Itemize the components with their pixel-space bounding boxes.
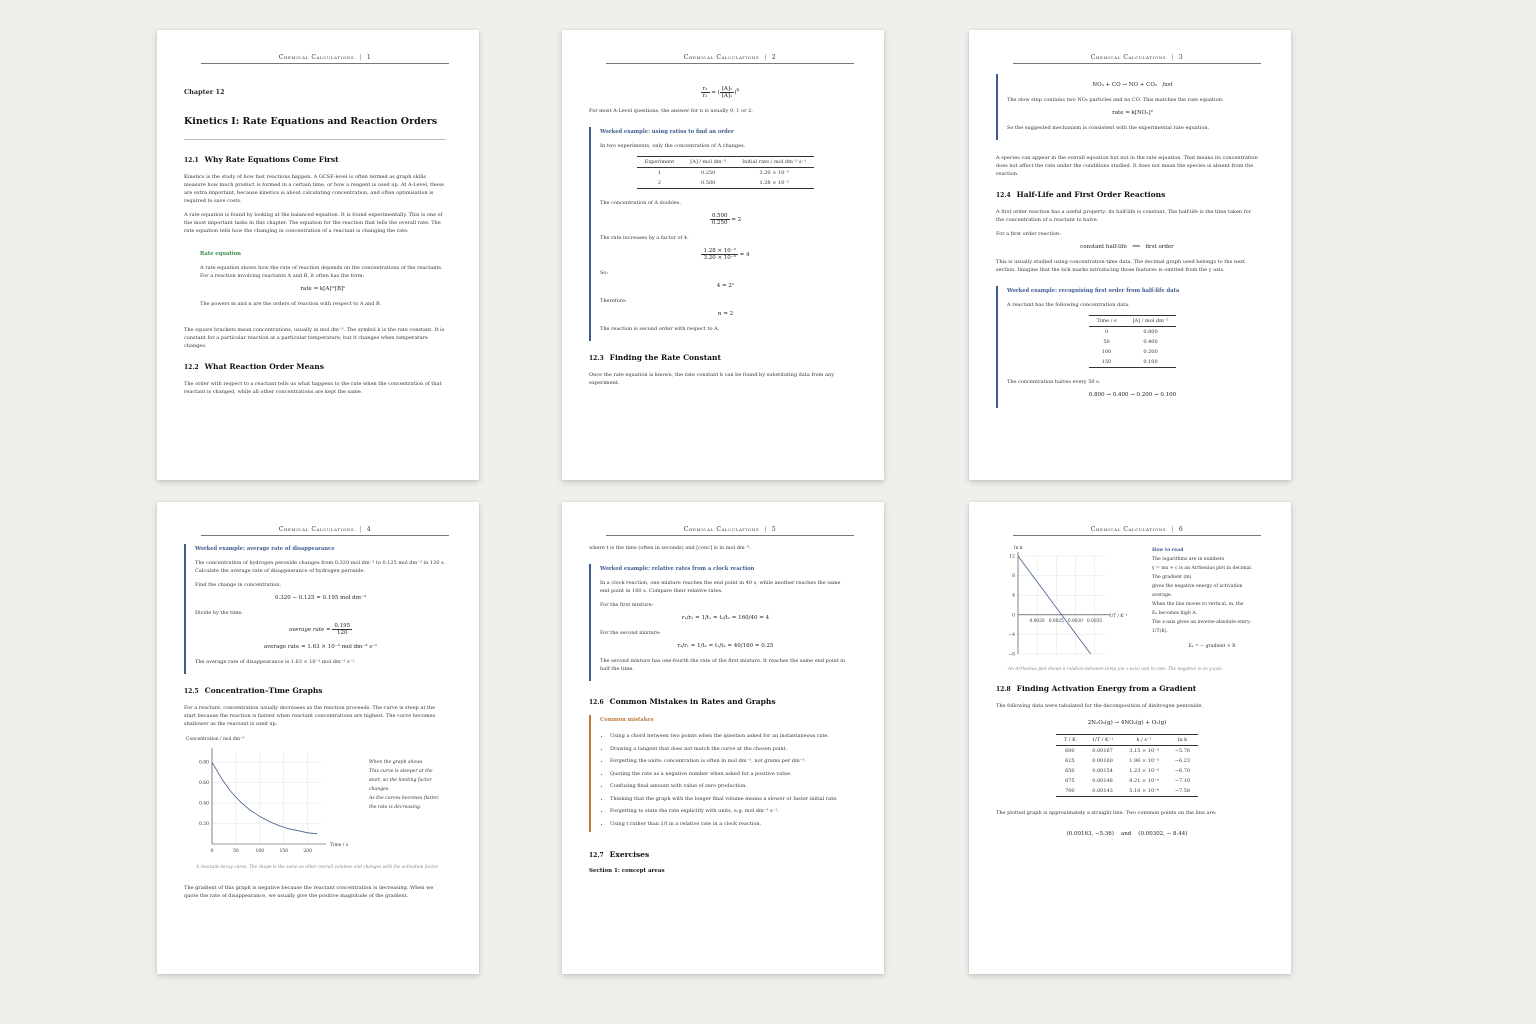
paragraph: For a reactant, concentration usually decreases as the reaction proceeds. The curve is steep at the start because the reaction is fastest when reactant concentrations are highest. The curve becomes shallower as the reactant is used up. [184,705,436,727]
paragraph: So: [600,270,609,276]
table-header: 1/T / K⁻¹ [1084,735,1121,746]
note-line: the rate is decreasing. [369,805,422,810]
note-line: changes. [369,787,390,792]
fraction [701,86,710,99]
page-1 [157,30,479,480]
table-cell: −5.76 [1174,748,1191,754]
table-cell: 5.10 × 10⁻⁴ [1121,786,1167,797]
section-title: Common Mistakes in Rates and Graphs [609,697,776,706]
equation-right: first order [1145,244,1174,250]
figure-caption: A reactant decay curve. The shape is the same as other overall volumes and changes with the activation factor. [196,865,439,870]
table-cell: 1 [657,170,662,176]
section-number: 12.8 [996,686,1011,693]
equation: 2N₂O₅(g) → 4NO₂(g) + O₂(g) [1087,720,1167,726]
paragraph: Find the change in concentration. [195,582,282,588]
section-title: Finding the Rate Constant [609,353,721,362]
box-title: Worked example: using ratios to find an order [600,129,734,135]
table-cell: 1.28 × 10⁻² [734,178,814,189]
page-number: 6 [1178,526,1184,533]
box-title: Worked example: average rate of disappearance [195,546,335,552]
table-header: Experiment [637,157,683,168]
table-header: T / K [1056,735,1084,746]
table-cell: 2 [637,178,683,189]
denominator: 0.250 [711,220,728,226]
paragraph: Once the rate equation is known, the rate constant k can be found by substituting data from any experiment. [589,372,835,386]
x-tick-label: 200 [303,849,312,854]
table-cell: −7.10 [1174,778,1191,784]
equation [195,623,446,636]
table-cell: −6.23 [1174,758,1191,764]
section-heading [589,850,851,859]
page-number: 2 [771,54,777,61]
term: 1/t₁ [701,615,712,621]
concentration-time-chart [184,734,354,862]
equation: average rate = 1.63 × 10⁻³ mol dm⁻³ s⁻¹ [263,644,378,650]
page-number: 5 [771,526,777,533]
numerator: r₂ [702,86,708,92]
page-4 [157,502,479,974]
list-item: • Using a chord between two points when the question asked for an instantaneous rate. [610,730,851,743]
table-cell: 600 [1065,748,1075,754]
table-row [1056,766,1198,776]
running-head-title: Chemical Calculations [1090,54,1167,61]
box-title: Rate equation [200,251,241,257]
note-line: When the line moves to vertical, m, the [1152,602,1244,607]
list-item: • Forgetting to state the rate explicitly with units, e.g. mol dm⁻³ s⁻¹. [610,805,851,818]
note-equation: Eₐ = − gradient × R [1188,644,1236,649]
table-header: [A] / mol dm⁻³ [682,157,734,168]
note-line: The x-axis gives an inverse-absolute entry: [1152,620,1252,625]
paragraph: A species can appear in the overall equation but not in the rate equation. That means its concentration does not affect the rate under the conditions studied. It does not mean the species is absent from the reaction. [996,155,1258,177]
table-header-row [1056,735,1198,746]
table-cell: 3.15 × 10⁻³ [1129,748,1159,754]
denominator: 120 [332,629,352,636]
term: t₂/t₁ [719,615,731,621]
note-line: The gradient (m) [1152,575,1192,580]
equation: r₁/r₂ = 1/t₁ = t₂/t₁ = 160/40 = 4 [681,615,770,621]
table-row [1089,347,1177,357]
equation: 0.800 → 0.400 → 0.200 → 0.100 [1088,392,1177,398]
running-head-title: Chemical Calculations [1090,526,1167,533]
page-2 [562,30,884,480]
table-cell: 1.96 × 10⁻³ [1129,758,1159,764]
graph-note [369,758,459,812]
table-row [1056,786,1198,797]
running-head: Chemical Calculations | 3 [1013,54,1261,64]
running-head-title: Chemical Calculations [683,54,760,61]
section-heading [589,353,851,362]
table-header-row [637,157,815,168]
x-axis-label: 1/T / K⁻¹ [1109,613,1128,619]
data-table [637,156,815,189]
table-cell: 0.00154 [1092,768,1113,774]
table-cell: −6.70 [1174,768,1191,774]
equation [996,831,1258,837]
section-number: 12.7 [589,852,604,859]
note-line: average. [1152,593,1173,598]
table-cell: 0 [1104,329,1109,335]
note-line: start, so the limiting factor [369,778,432,783]
section-number: 12.5 [184,688,199,695]
list-item: • Thinking that the graph with the longer final volume means a slower or faster initial rate. [610,793,851,806]
paragraph: A reactant has the following concentration data. [1007,302,1130,308]
box-title: Worked example: relative rates from a clock reaction [600,566,755,572]
table-cell: 150 [1089,357,1125,368]
section-heading [589,697,851,706]
term: 160/40 [738,615,758,621]
section-title: What Reaction Order Means [204,362,324,371]
section-title: Exercises [609,850,650,859]
equation: r₂/r₁ = 1/t₂ = t₁/t₂ = 40/160 = 0.25 [677,643,774,649]
equation: $\frac{\text{r₂}}{\text{r₁}}$ = ( $\frac{\text{[A]₂}}{\text{[A]₁}}$ )$^n$ [702,86,740,99]
y-tick-label: 12 [1009,554,1015,560]
paragraph: For the first mixture: [600,602,654,608]
figure [184,734,446,862]
divider [184,139,446,140]
fraction [701,248,737,261]
paragraph: The slow step contains two NO₂ particles and no CO. This matches the rate equation: [1007,97,1224,103]
chapter-title: Kinetics I: Rate Equations and Reaction Orders [184,116,438,127]
denominator: [A]₁ [721,93,733,99]
table-cell: 0.00148 [1092,778,1113,784]
subsection-heading: Section 1: concept areas [589,868,665,874]
paragraph: The order with respect to a reactant tells us what happens to the rate when the concentration of that reactant is changed, while all other concentrations are kept the same. [184,381,442,395]
x-tick-label: 150 [279,849,289,854]
equation-left: average rate = [288,627,331,633]
page-number: 3 [1178,54,1184,61]
table-row [1089,357,1177,368]
page-5 [562,502,884,974]
term: 4 [765,615,770,621]
y-tick-label: 0.40 [198,801,209,807]
paragraph: A rate equation is found by looking at the balanced equation. It is found experimentally. This is one of the most important tasks in this chapter. The equation for the reaction that tells the overall rate. The rate equation tells how the changing in concentration of a reactant is changing the rate. [184,212,443,234]
paragraph: The concentration of A doubles. [600,200,681,206]
running-head: Chemical Calculations | 1 [201,54,449,64]
table-cell: 0.00143 [1084,786,1121,797]
note-line: The logarithms are in numbers [1152,557,1225,562]
table-cell: 0.500 [682,178,734,189]
note-line: Eₐ becomes high A. [1152,611,1198,616]
equation: n = 2 [717,311,734,317]
worked-example-box [996,74,1258,140]
paragraph: The concentration of hydrogen peroxide changes from 0.320 mol dm⁻³ to 0.125 mol dm⁻³ in 120 s. Calculate the average rate of disappearance of hydrogen peroxide. [195,560,446,574]
table-cell: 8.21 × 10⁻⁴ [1129,778,1159,784]
table-header: Initial rate / mol dm⁻³ s⁻¹ [734,157,814,168]
graph-note [1152,546,1272,651]
definition-box [184,249,446,316]
table-cell: 1.23 × 10⁻³ [1129,768,1159,774]
numerator: [A]₂ [721,86,733,92]
step-tag: fast [1162,82,1173,88]
data-table [1056,734,1198,797]
equation-text: NO₃ + CO → NO + CO₂ [1092,82,1158,88]
arrhenius-line [1018,556,1091,654]
paragraph: For a first order reaction: [996,231,1061,237]
table-row [1089,337,1177,347]
table-cell: 0.100 [1125,357,1177,368]
box-title: Common mistakes [600,717,654,723]
page-6 [969,502,1291,974]
table-cell: 0.800 [1143,329,1158,335]
paragraph: The second mixture has one-fourth the rate of the first mixture. It reaches the same end point in half the time. [600,658,846,672]
arrhenius-chart [996,542,1136,664]
running-head-title: Chemical Calculations [683,526,760,533]
denominator: r₁ [702,93,708,99]
x-tick-label: 0.0020 [1029,618,1045,624]
term: t₁/t₂ [715,643,726,649]
paragraph: A rate equation shows how the rate of reaction depends on the concentrations of the reactants. For a reaction involving reactants A and B, it often has the form: [200,265,443,279]
numerator: 0.500 [711,213,728,219]
paragraph: Kinetics is the study of how fast reactions happen. A GCSE-level is often termed as graph skills measure how much product is formed in a certain time, or how a reagent is used up. At A-Level, these are extra important, because kinetics is about calculating concentration, and often optimisation is required to save costs. [184,174,444,204]
equation-left: constant half-life [1080,244,1127,250]
equation [1007,82,1258,88]
table-row [1056,776,1198,786]
table-row [1056,746,1198,757]
table-cell: 100 [1101,349,1112,355]
y-tick-label: −4 [1008,632,1015,638]
section-heading [996,190,1258,199]
table-cell: 0.00167 [1092,748,1113,754]
table-header: [A] / mol dm⁻³ [1125,316,1177,327]
table-cell: 0.200 [1143,349,1158,355]
table-header: ln k [1167,735,1198,746]
section-title: Concentration–Time Graphs [204,686,323,695]
table-cell: 625 [1065,758,1075,764]
implies-icon: ⟹ [1132,244,1141,250]
section-heading [184,686,446,695]
equation [600,248,851,261]
table-cell: −7.58 [1167,786,1198,797]
term: r₁/r₂ [681,615,694,621]
figure-caption: An Arrhenius plot shows a relation between temp (on x-axis) and ln rate. The negative is on y-axis. [1008,667,1223,672]
y-tick-label: 0.80 [198,760,209,766]
mistakes-list [600,730,851,830]
exponent: n [736,88,740,94]
term: 40/160 [733,643,754,649]
numerator: 1.28 × 10⁻² [703,248,736,254]
y-tick-label: 4 [1012,593,1015,599]
list-item: • Confusing final amount with value of zero production. [610,780,851,793]
section-heading [996,684,1258,693]
section-title: Why Rate Equations Come First [204,155,339,164]
paragraph: The plotted graph is approximately a straight line. Two common points on the line are: [996,810,1217,816]
denominator: 3.20 × 10⁻³ [703,255,736,261]
table-header-row [1089,316,1177,327]
paragraph: The rate increases by a factor of 4. [600,235,689,241]
result: = 4 [739,252,750,258]
data-table [1089,315,1177,368]
term: 1/t₂ [697,643,707,649]
table-cell: 0.400 [1143,339,1158,345]
x-axis-label: Time / s [330,843,349,848]
paragraph: The reaction is second order with respect to A. [600,326,720,332]
section-number: 12.2 [184,364,199,371]
page-3 [969,30,1291,480]
list-item: • Using t rather than 1/t in a relative rate in a clock reaction. [610,818,851,831]
note-line: When the graph shows [369,760,423,765]
paragraph: The average rate of disappearance is 1.63 × 10⁻³ mol dm⁻³ s⁻¹. [195,659,356,665]
equation [600,213,851,226]
section-heading [184,362,446,371]
section-heading [184,155,446,164]
table-header: Time / s [1089,316,1125,327]
note-line: y = mx + c is an Arrhenius plot in decimal. [1152,566,1253,571]
running-head-title: Chemical Calculations [278,526,355,533]
running-head-title: Chemical Calculations [278,54,355,61]
running-head: Chemical Calculations | 2 [606,54,854,64]
paragraph: Therefore: [600,298,627,304]
worked-example-box [996,286,1258,408]
figure [996,542,1258,664]
section-number: 12.4 [996,192,1011,199]
paragraph: The following data were tabulated for the decomposition of dinitrogen pentoxide. [996,703,1203,709]
equation [996,244,1258,250]
worked-example-box [184,544,446,674]
paragraph: The powers m and n are the orders of reaction with respect to A and B. [200,301,382,307]
note-line: This curve is steeper at the [369,769,433,774]
y-axis-label: Concentration / mol dm⁻³ [186,737,245,742]
paragraph: The square brackets mean concentrations, usually in mol dm⁻³. The symbol k is the rate constant. It is constant for a particular reaction at a particular temperature, but it changes when temperature changes. [184,327,445,349]
point: (0.00163, −5.36) [1066,831,1114,837]
chapter-label: Chapter 12 [184,88,225,96]
list-item: • Forgetting the units: concentration is often in mol dm⁻³, not grams per dm⁻³. [610,755,851,768]
worked-example-box [589,564,851,681]
note-line: As the curves becomes flatter, [369,796,440,801]
list-item: • Quoting the rate as a negative number when asked for a positive value. [610,768,851,781]
paragraph: For the second mixture: [600,630,661,636]
section-number: 12.3 [589,355,604,362]
fraction [710,213,730,226]
section-title: Half-Life and First Order Reactions [1016,190,1166,199]
list-item: • Drawing a tangent that does not match the curve at the chosen point. [610,743,851,756]
common-mistakes-box [589,715,851,832]
fraction [332,623,352,636]
y-tick-label: −8 [1008,652,1015,658]
section-title: Finding Activation Energy from a Gradient [1016,684,1197,693]
equation: rate = k[A]ᵐ[B]ⁿ [300,286,346,292]
fraction [720,86,734,99]
paragraph: Divide by the time. [195,610,244,616]
note-line: 1/T(K). [1152,629,1169,634]
section-number: 12.6 [589,699,604,706]
table-row [1089,327,1177,338]
table-row [1056,756,1198,766]
paragraph: where t is the time (often in seconds) and [conc] is in mol dm⁻³. [589,545,751,551]
x-tick-label: 0 [210,849,214,854]
equation: 0.320 − 0.125 = 0.195 mol dm⁻³ [274,595,367,601]
y-tick-label: 8 [1012,574,1015,580]
paragraph: For most A-Level questions, the answer for n is usually 0, 1 or 2. [589,108,753,114]
table-cell: 675 [1065,778,1075,784]
page-number: 4 [366,526,372,533]
conjunction: and [1120,831,1132,837]
point: (0.00302, − 8.44) [1138,831,1188,837]
table-cell: 0.00160 [1092,758,1113,764]
paragraph: So the suggested mechanism is consistent with the experimental rate equation. [1007,125,1210,131]
table-row [637,178,815,189]
paragraph: A first order reaction has a useful property: its half-life is constant. The half-life is the time taken for the concentration of a reactant to halve. [996,209,1251,223]
table-cell: 700 [1056,786,1084,797]
y-tick-label: 0.60 [198,781,209,787]
page-number: 1 [366,54,372,61]
table-cell: 50 [1103,339,1110,345]
paragraph: The concentration halves every 50 s. [1007,379,1101,385]
numerator: 0.195 [334,623,351,629]
paragraph: The gradient of this graph is negative because the reactant concentration is decreasing. When we quote the rate of disappearance, we usually give the positive magnitude of the gradient. [184,885,434,899]
x-tick-label: 0.0025 [1048,618,1064,624]
decay-curve [212,762,317,834]
note-title: How to read [1152,548,1184,553]
equation: rate = k[NO₂]² [1112,110,1153,116]
equation: 4 = 2ⁿ [716,283,735,289]
x-tick-label: 0.0035 [1086,618,1103,624]
paragraph: This is usually studied using concentration-time data. The decimal graph used belongs to the next section. Imagine that the tick marks introducing those features is omitted from the y axis. [996,259,1246,273]
paragraph: In a clock reaction, one mixture reaches the end point in 40 s, while another reaches the same end point in 160 s. Compare their relative rates. [600,580,841,594]
x-tick-label: 50 [233,849,239,854]
running-head: Chemical Calculations | 4 [201,526,449,536]
y-tick-label: 0.20 [198,822,209,828]
result: = 2 [731,217,742,223]
running-head: Chemical Calculations | 5 [606,526,854,536]
term: 0.25 [761,643,774,649]
table-cell: 650 [1065,768,1075,774]
section-number: 12.1 [184,157,199,164]
x-tick-label: 100 [255,849,265,854]
x-tick-label: 0.0030 [1067,618,1083,624]
table-header: k / s⁻¹ [1121,735,1167,746]
table-cell: 0.250 [701,170,716,176]
running-head: Chemical Calculations | 6 [1013,526,1261,536]
note-line: gives the negative energy of activation [1152,584,1243,589]
y-axis-label: ln k [1014,546,1023,551]
table-cell: 3.20 × 10⁻³ [759,170,789,176]
box-title: Worked example: recognising first order from half-life data [1007,288,1180,294]
table-row [637,168,815,179]
y-tick-label: 0 [1012,613,1015,619]
term: r₂/r₁ [677,643,689,649]
worked-example-box [589,127,851,341]
paragraph: In two experiments, only the concentration of A changes. [600,143,746,149]
